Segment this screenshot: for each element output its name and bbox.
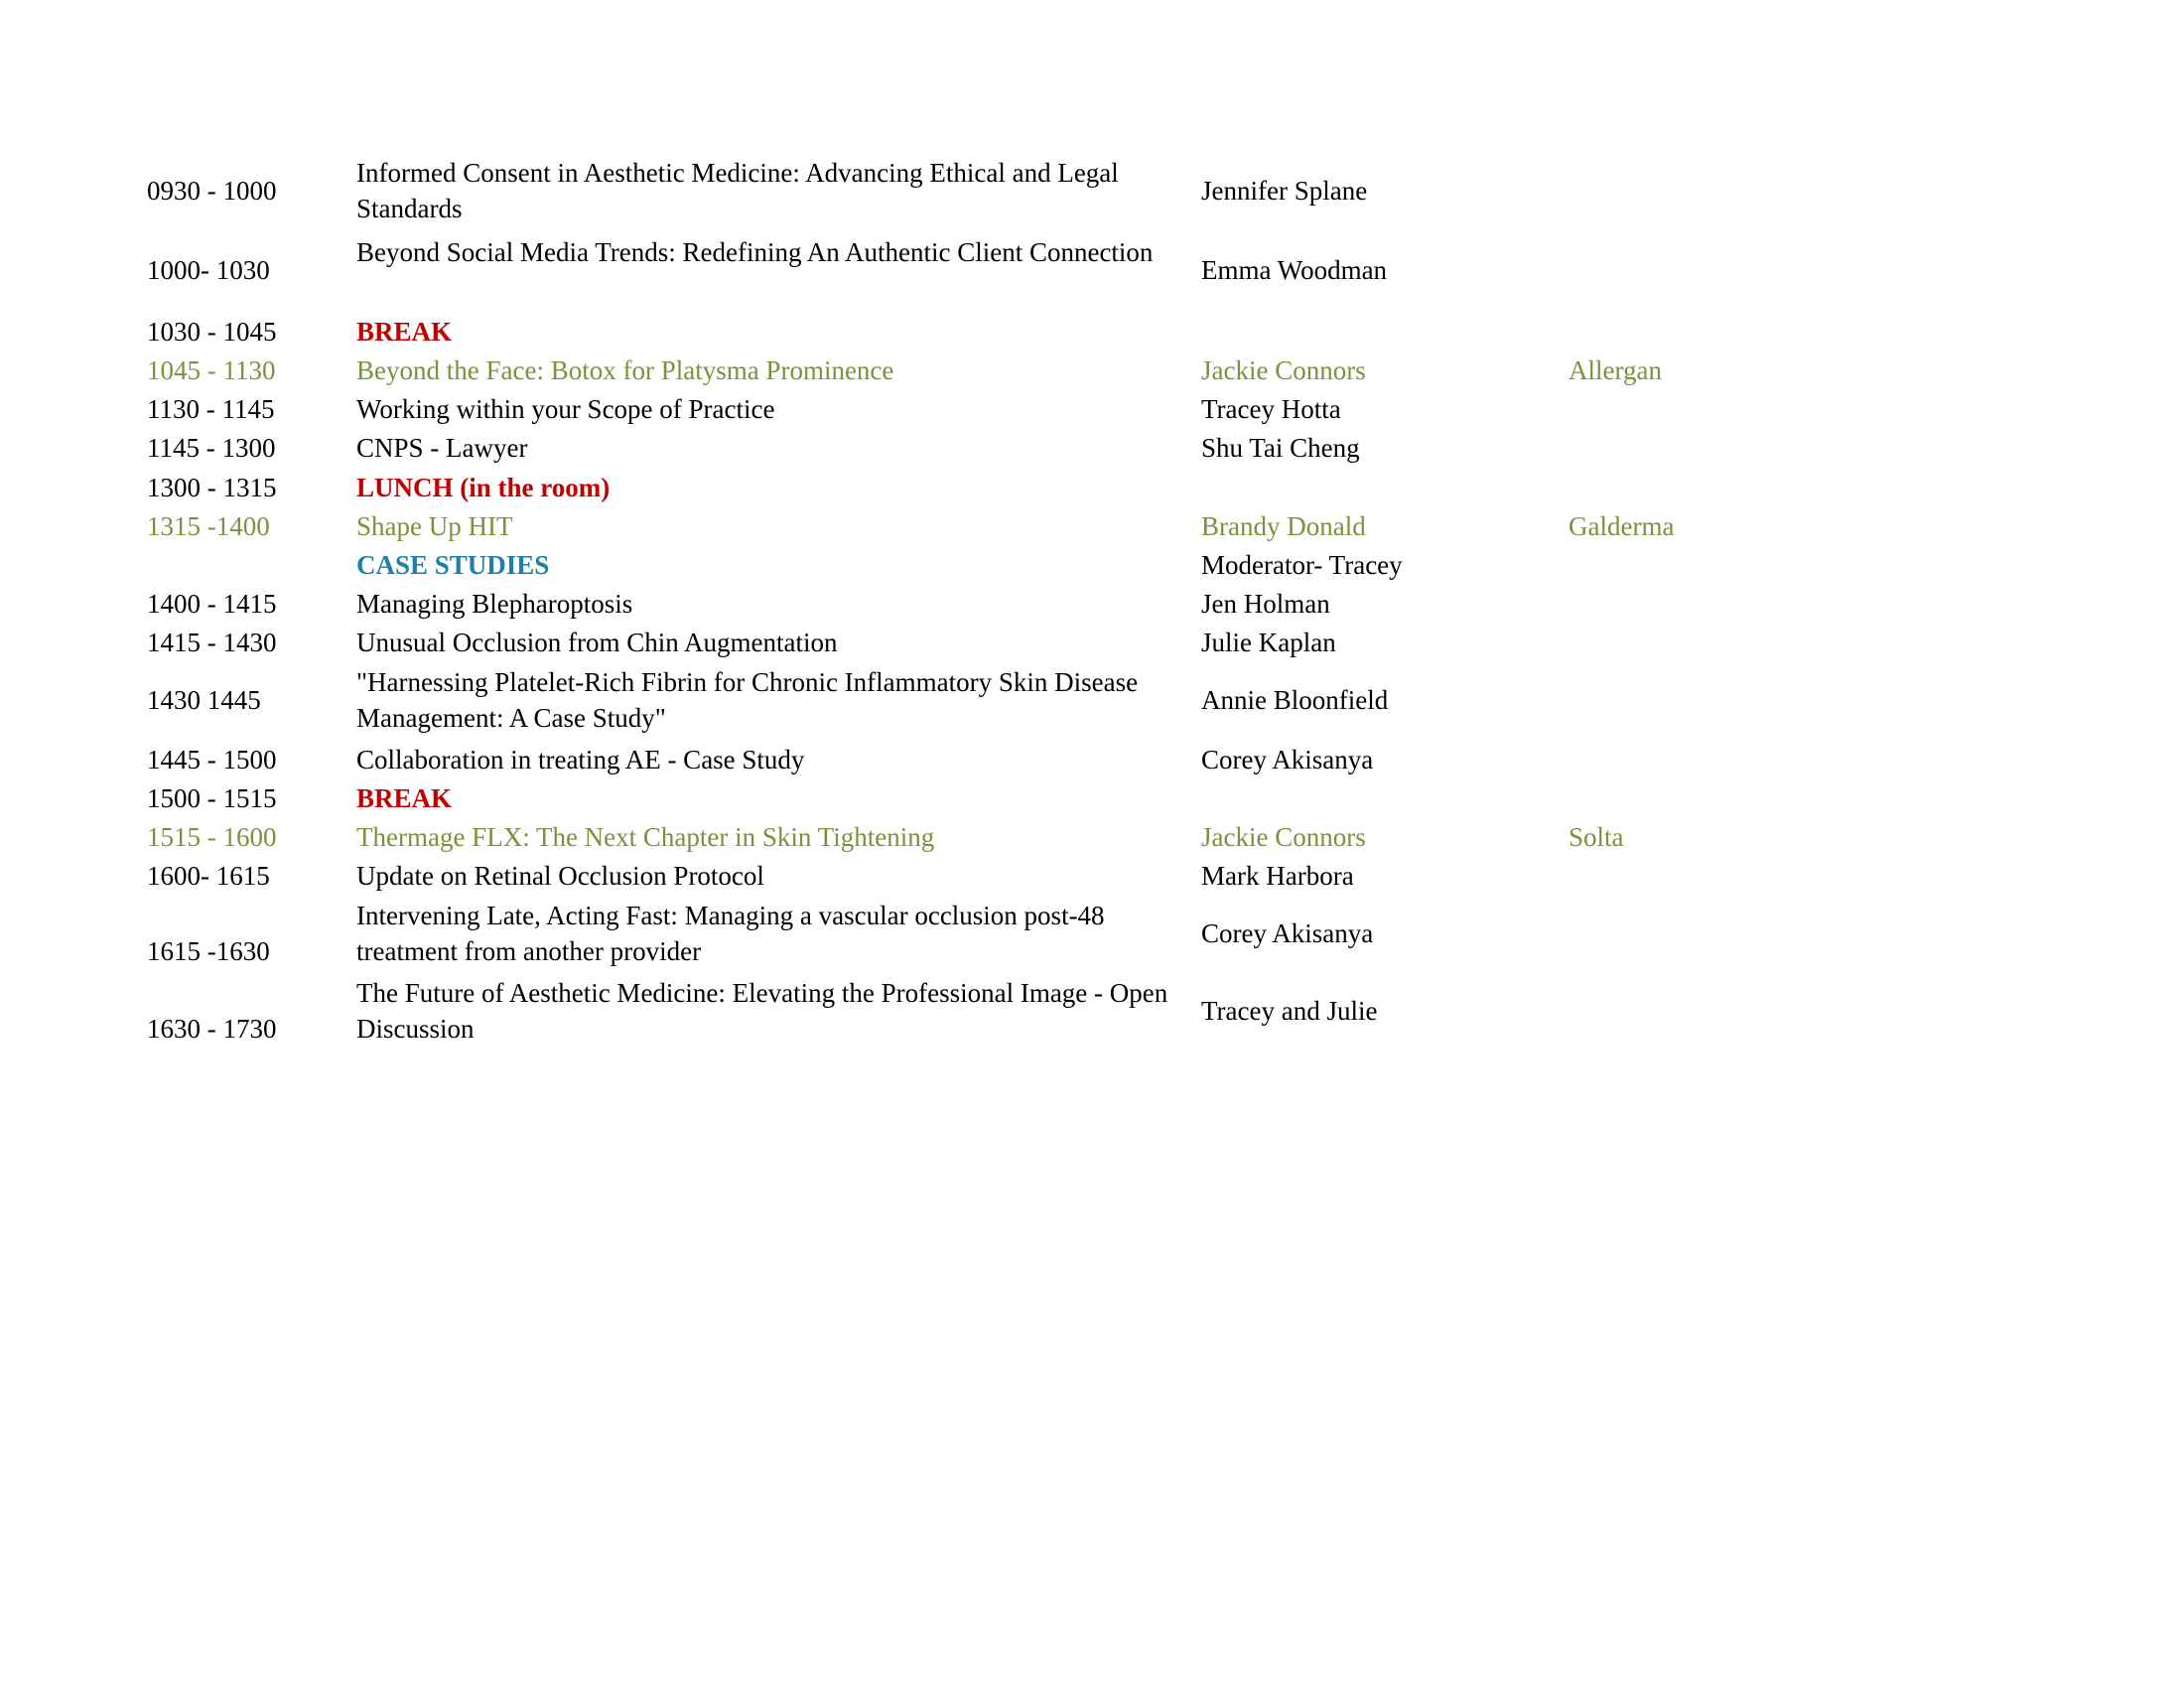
session-speaker: Julie Kaplan xyxy=(1201,628,1336,657)
session-time: 1445 - 1500 xyxy=(147,745,277,774)
session-title: Shape Up HIT xyxy=(356,511,513,541)
session-time: 0930 - 1000 xyxy=(147,176,277,206)
session-title: Beyond the Face: Botox for Platysma Prominence xyxy=(356,355,894,385)
session-time: 1045 - 1130 xyxy=(147,355,276,385)
session-title: Unusual Occlusion from Chin Augmentation xyxy=(356,628,838,657)
session-title: CASE STUDIES xyxy=(356,550,550,580)
session-speaker: Shu Tai Cheng xyxy=(1201,433,1360,463)
session-time: 1500 - 1515 xyxy=(147,783,277,813)
session-speaker: Jennifer Splane xyxy=(1201,176,1368,206)
session-title: Thermage FLX: The Next Chapter in Skin Tightening xyxy=(356,822,935,852)
session-time: 1145 - 1300 xyxy=(147,433,276,463)
session-speaker: Tracey Hotta xyxy=(1201,394,1341,424)
session-time: 1030 - 1045 xyxy=(147,317,277,347)
session-time: 1130 - 1145 xyxy=(147,394,275,424)
session-title: Working within your Scope of Practice xyxy=(356,394,775,424)
session-sponsor: Allergan xyxy=(1569,355,1662,385)
session-title: The Future of Aesthetic Medicine: Elevating the Professional Image - Open Discussion xyxy=(356,978,1168,1044)
session-speaker: Jackie Connors xyxy=(1201,355,1366,385)
session-speaker: Mark Harbora xyxy=(1201,861,1354,891)
session-speaker: Annie Bloonfield xyxy=(1201,685,1389,715)
session-speaker: Brandy Donald xyxy=(1201,511,1366,541)
session-speaker: Jen Holman xyxy=(1201,589,1330,619)
session-speaker: Emma Woodman xyxy=(1201,255,1388,285)
session-title: Beyond Social Media Trends: Redefining An Authentic Client Connection xyxy=(356,237,1154,267)
session-title: Intervening Late, Acting Fast: Managing a vascular occlusion post-48 treatment from another provider xyxy=(356,901,1105,966)
session-time: 1515 - 1600 xyxy=(147,822,277,852)
session-time: 1615 -1630 xyxy=(147,936,270,966)
session-time: 1630 - 1730 xyxy=(147,1014,277,1044)
session-time: 1300 - 1315 xyxy=(147,473,277,502)
session-speaker: Corey Akisanya xyxy=(1201,918,1374,948)
session-speaker: Jackie Connors xyxy=(1201,822,1366,852)
session-time: 1315 -1400 xyxy=(147,511,270,541)
session-time: 1415 - 1430 xyxy=(147,628,277,657)
session-speaker: Moderator- Tracey xyxy=(1201,550,1403,580)
session-speaker: Tracey and Julie xyxy=(1201,996,1378,1026)
session-title: BREAK xyxy=(356,317,453,347)
session-time: 1000- 1030 xyxy=(147,255,270,285)
session-title: Informed Consent in Aesthetic Medicine: Advancing Ethical and Legal Standards xyxy=(356,158,1119,223)
session-title: Update on Retinal Occlusion Protocol xyxy=(356,861,764,891)
session-title: CNPS - Lawyer xyxy=(356,433,528,463)
session-time: 1430 1445 xyxy=(147,685,261,715)
session-title: BREAK xyxy=(356,783,453,813)
session-title: Collaboration in treating AE - Case Study xyxy=(356,745,805,774)
session-sponsor: Galderma xyxy=(1569,511,1675,541)
session-sponsor: Solta xyxy=(1569,822,1624,852)
session-time: 1600- 1615 xyxy=(147,861,270,891)
session-title: Managing Blepharoptosis xyxy=(356,589,633,619)
session-title: LUNCH (in the room) xyxy=(356,473,611,502)
session-speaker: Corey Akisanya xyxy=(1201,745,1374,774)
session-title: "Harnessing Platelet-Rich Fibrin for Chronic Inflammatory Skin Disease Management: A Case Study" xyxy=(356,667,1139,733)
session-time: 1400 - 1415 xyxy=(147,589,277,619)
